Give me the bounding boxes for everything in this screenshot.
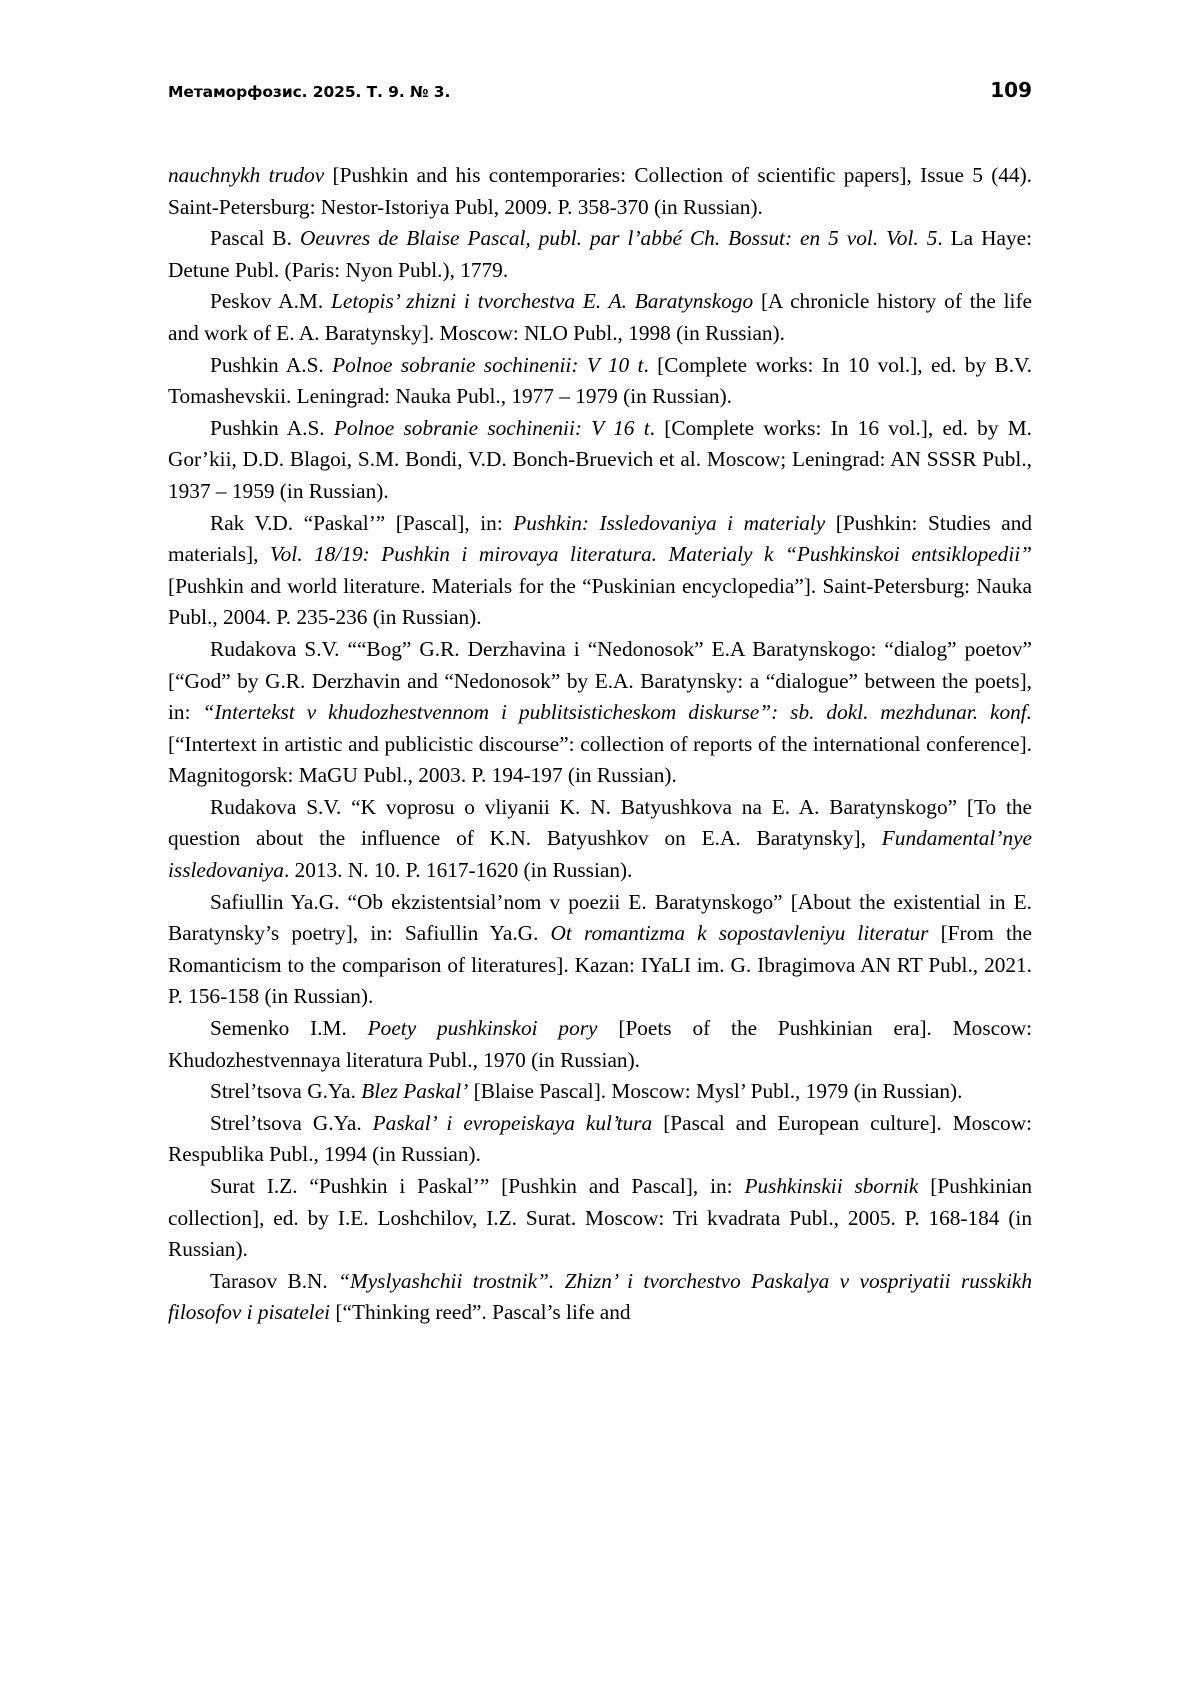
reference-title-italic: Blez Paskal’ (361, 1079, 469, 1104)
reference-text: [Pushkin: Studies and materials], (168, 510, 1033, 567)
reference-entry (168, 223, 1032, 286)
journal-issue-line: Метаморфозис. 2025. Т. 9. № 3. (168, 83, 451, 101)
reference-text: Tarasov B.N. (210, 1268, 339, 1293)
reference-title-italic: Poety pushkinskoi pory (367, 1016, 598, 1041)
reference-text: . [Complete works: In 10 vol.], ed. by B.V. Tomashevskii. Leningrad: Nauka Publ., 1977 – 1979 (in Russian). (168, 352, 1033, 409)
reference-text: [“Thinking reed”. Pascal’s life and (330, 1300, 631, 1325)
reference-title-italic: Letopis’ zhizni i tvorchestva E. A. Baratynskogo (331, 289, 754, 314)
reference-title-italic: “Intertekst v khudozhestvennom i publitsisticheskom diskurse”: sb. dokl. mezhdunar. konf. (202, 700, 1032, 725)
page-header (168, 78, 1032, 102)
reference-text: Peskov A.M. (210, 289, 332, 314)
reference-text: . La Haye: Detune Publ. (Paris: Nyon Publ.), 1779. (168, 226, 1032, 282)
reference-title-italic: Polnoe sobranie sochinenii: V 16 t (333, 415, 650, 440)
reference-text: [Blaise Pascal]. Moscow: Mysl’ Publ., 1979 (in Russian). (468, 1079, 963, 1104)
reference-title-italic: nauchnykh trudov (168, 163, 325, 187)
reference-title-italic: Ot romantizma k sopostavleniyu literatur (550, 921, 929, 946)
reference-text: [Pascal and European culture]. Moscow: Respublika Publ., 1994 (in Russian). (168, 1110, 1032, 1167)
reference-text: Semenko I.M. (210, 1016, 368, 1041)
reference-title-italic: Paskal’ i evropeiskaya kul’tura (372, 1110, 653, 1135)
reference-text: [“Intertext in artistic and publicistic discourse”: collection of reports of the international conference]. Magnitogorsk: MaGU Publ., 2003. P. 194-197 (in Russian). (168, 731, 1032, 788)
reference-entry (168, 1266, 1032, 1329)
reference-text: [Poets of the Pushkinian era]. Moscow: Khudozhestvennaya literatura Publ., 1970 (in Russian). (168, 1016, 1033, 1072)
reference-entry (168, 792, 1032, 887)
reference-text: [Pushkin and his contemporaries: Collection of scientific papers], Issue 5 (44). Saint-Petersburg: Nestor-Istoriya Publ, 2009. P. 358-370 (in Russian). (168, 163, 1032, 219)
reference-entry (168, 1076, 1032, 1108)
reference-text: [A chronicle history of the life and work of E. A. Baratynsky]. Moscow: NLO Publ., 1998 (in Russian). (168, 289, 1032, 345)
reference-entry (168, 887, 1032, 1013)
reference-text: . 2013. N. 10. P. 1617-1620 (in Russian). (283, 858, 633, 883)
reference-entry (168, 1013, 1032, 1076)
reference-text: Rak V.D. “Paskal’” [Pascal], in: (210, 510, 514, 535)
reference-title-italic: Oeuvres de Blaise Pascal, publ. par l’abbé Ch. Bossut: en 5 vol. Vol. 5 (299, 226, 938, 251)
reference-title-italic: Fundamental’nye issledovaniya (168, 826, 1032, 883)
reference-title-italic: “Myslyashchii trostnik”. Zhizn’ i tvorchestvo Paskalya v vospriyatii russkikh filosofov i pisatelei (168, 1268, 1032, 1325)
reference-text: Surat I.Z. “Pushkin i Paskal’” [Pushkin and Pascal], in: (210, 1174, 745, 1198)
reference-entry (168, 634, 1032, 792)
reference-text: Strel’tsova G.Ya. (210, 1079, 362, 1104)
reference-text: [Pushkinian collection], ed. by I.E. Loshchilov, I.Z. Surat. Moscow: Tri kvadrata Publ., 2005. P. 168-184 (in Russian). (168, 1174, 1033, 1262)
reference-title-italic: Vol. 18/19: Pushkin i mirovaya literatura. Materialy k “Pushkinskoi entsiklopedii” (270, 542, 1033, 567)
reference-text: Safiullin Ya.G. “Ob ekzistentsial’nom v poezii E. Baratynskogo” [About the existential in E. Baratynsky’s poetry], in: Safiullin Ya.G. (168, 889, 1032, 946)
reference-entry (168, 508, 1032, 634)
reference-title-italic: Pushkin: Issledovaniya i materialy (513, 510, 826, 535)
reference-text: [From the Romanticism to the comparison of literatures]. Kazan: IYaLI im. G. Ibragimova AN RT Publ., 2021. P. 156-158 (in Russian). (168, 921, 1032, 1009)
reference-title-italic: Polnoe sobranie sochinenii: V 10 t (332, 352, 644, 377)
references-list (168, 160, 1032, 1329)
reference-entry (168, 286, 1032, 349)
reference-text: Pushkin A.S. (210, 415, 334, 440)
reference-text: [Pushkin and world literature. Materials for the “Puskinian encyclopedia”]. Saint-Petersburg: Nauka Publ., 2004. P. 235-236 (in Russian). (168, 573, 1032, 630)
reference-text: . [Complete works: In 16 vol.], ed. by M. Gor’kii, D.D. Blagoi, S.M. Bondi, V.D. Bonch-Bruevich et al. Moscow; Leningrad: AN SSSR Publ., 1937 – 1959 (in Russian). (168, 415, 1033, 503)
reference-text: Pascal B. (210, 226, 300, 251)
reference-entry (168, 160, 1032, 223)
page-number: 109 (990, 78, 1032, 102)
reference-text: Rudakova S.V. “K voprosu o vliyanii K. N. Batyushkova na E. A. Baratynskogo” [To the question about the influence of K.N. Batyushkov on E.A. Baratynsky], (168, 794, 1032, 851)
reference-entry (168, 1108, 1032, 1171)
reference-text: Strel’tsova G.Ya. (210, 1110, 373, 1135)
reference-title-italic: Pushkinskii sbornik (744, 1174, 919, 1198)
reference-text: Pushkin A.S. (210, 352, 333, 377)
reference-entry (168, 350, 1032, 413)
reference-text: Rudakova S.V. ““Bog” G.R. Derzhavina i “Nedonosok” E.A Baratynskogo: “dialog” poetov” [“God” by G.R. Derzhavin and “Nedonosok” by E.A. Baratynsky: a “dialogue” between the poets], in: (168, 636, 1032, 725)
reference-entry (168, 1171, 1032, 1266)
reference-entry (168, 413, 1032, 508)
